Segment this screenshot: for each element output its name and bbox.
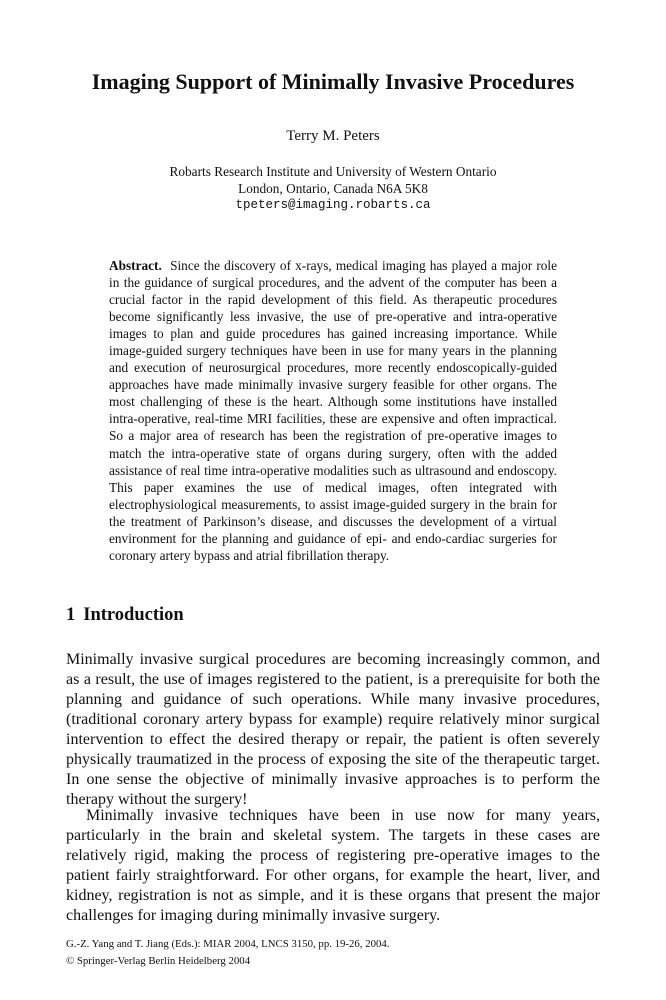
abstract (109, 257, 557, 564)
footer-citation: G.-Z. Yang and T. Jiang (Eds.): MIAR 2004, LNCS 3150, pp. 19-26, 2004. (66, 938, 390, 950)
section-title: Introduction (83, 605, 184, 625)
body-paragraph-2: Minimally invasive techniques have been in use now for many years, particularly in the brain and skeletal system. The targets in these cases are relatively rigid, making the process of registering pre-operative images to the patient fairly straightforward. For other organs, for example the heart, liver, and kidney, registration is not as simple, and it is these organs that present the major challenges for imaging during minimally invasive surgery. (66, 807, 600, 925)
abstract-text: Since the discovery of x-rays, medical imaging has played a major role in the guidance of surgical procedures, and the advent of the computer has been a crucial factor in the rapid development of this field. As therapeutic procedures become significantly less invasive, the use of pre-operative and intra-operative images to plan and guide procedures has gained increasing importance. While image-guided surgery techniques have been in use for many years in the planning and execution of neurosurgical procedures, more recently endoscopically-guided approaches have made minimally invasive surgery feasible for other organs. The most challenging of these is the heart. Although some institutions have installed intra-operative, real-time MRI facilities, these are expensive and often impractical. So a major area of research has been the registration of pre-operative images to match the intra-operative state of organs during surgery, often with the added assistance of real time intra-operative modalities such as ultrasound and endoscopy. This paper examines the use of medical images, often integrated with electrophysiological measurements, to assist image-guided surgery in the brain for the treatment of Parkinson’s disease, and discusses the development of a virtual environment for the planning and guidance of epi- and endo-cardiac surgeries for coronary artery bypass and atrial fibrillation therapy. (109, 258, 557, 563)
affiliation-block (60, 163, 606, 214)
abstract-label: Abstract. (109, 258, 162, 273)
affiliation-address: London, Ontario, Canada N6A 5K8 (238, 181, 428, 196)
paper-title: Imaging Support of Minimally Invasive Procedures (91, 69, 575, 94)
author-name: Terry M. Peters (286, 128, 380, 144)
page-footer (66, 936, 390, 970)
body-paragraph-1: Minimally invasive surgical procedures are becoming increasingly common, and as a result, the use of images registered to the patient, is a prerequisite for both the planning and guidance of such operations. While many invasive procedures, (traditional coronary artery bypass for example) require relatively minor surgical intervention to effect the desired therapy or repair, the patient is often severely physically traumatized in the process of exposing the site of the therapeutic target. In one sense the objective of minimally invasive approaches is to perform the therapy without the surgery! (66, 651, 600, 809)
section-heading (66, 603, 184, 627)
affiliation-institution: Robarts Research Institute and University of Western Ontario (169, 164, 497, 179)
footer-copyright: © Springer-Verlag Berlin Heidelberg 2004 (66, 955, 251, 967)
section-number: 1 (66, 605, 76, 625)
author-email: tpeters@imaging.robarts.ca (235, 198, 431, 212)
